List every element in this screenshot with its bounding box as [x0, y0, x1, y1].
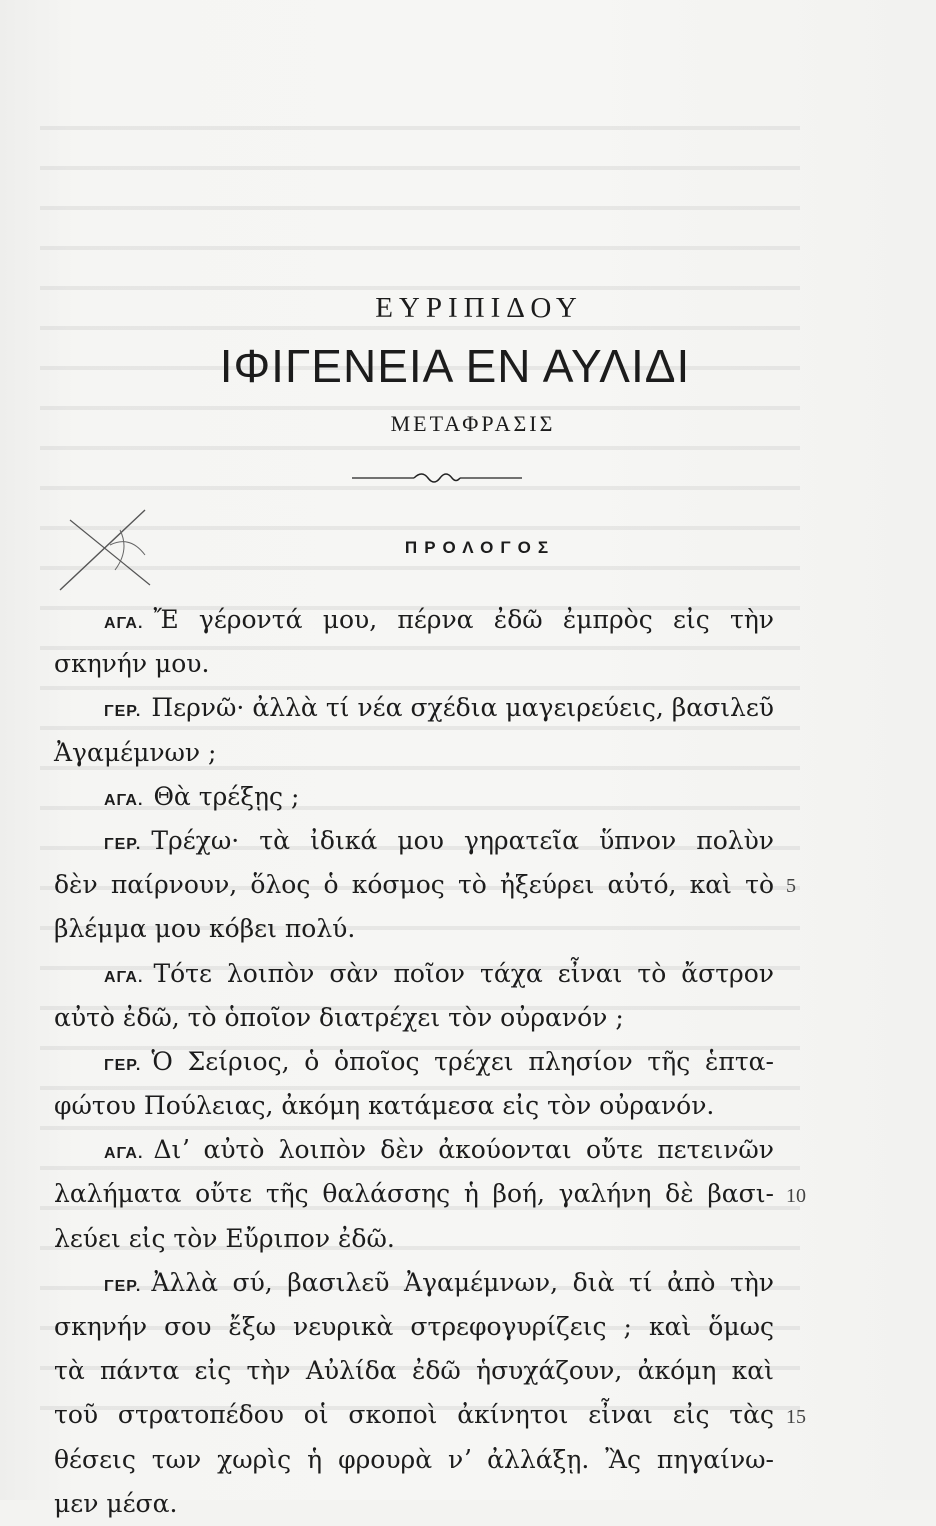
line-text: Διʼ αὐτὸ λοιπὸν δὲν ἀκούονται οὔτε πετεινῶν [153, 1135, 774, 1165]
text-line [54, 642, 774, 686]
text-line [54, 863, 774, 907]
text-line [54, 1172, 774, 1216]
speaker-label: ΑΓΑ. [104, 615, 144, 632]
text-line [54, 731, 774, 775]
line-text: θέσεις των χωρὶς ἡ φρουρὰ νʼ ἀλλάξῃ. Ἂς πηγαίνω- [54, 1444, 774, 1474]
line-text: Ὁ Σείριος, ὁ ὁποῖος τρέχει πλησίον τῆς ἑπτα- [151, 1046, 774, 1076]
text-line [54, 1040, 774, 1084]
text-line [54, 598, 774, 642]
line-text: Ἔ γέροντά μου, πέρνα ἐδῶ ἐμπρὸς εἰς τὴν [153, 605, 774, 634]
text-line [54, 1393, 774, 1437]
speaker-label: ΓΕΡ. [104, 703, 142, 721]
line-text: βλέμμα μου κόβει πολύ. [54, 914, 356, 944]
line-text: Τρέχω· τὰ ἰδικά μου γηρατεῖα ὕπνον πολὺν [151, 825, 774, 855]
text-line [54, 907, 774, 951]
margin-line-number: 10 [786, 1184, 806, 1207]
speaker-label: ΓΕΡ. [104, 835, 142, 853]
line-text: αὐτὸ ἐδῶ, τὸ ὁποῖον διατρέχει τὸν οὐρανόν ; [54, 1002, 624, 1032]
line-text: φώτου Πούλειας, ἀκόμη κατάμεσα εἰς τὸν οὐρανόν. [54, 1091, 715, 1121]
text-line [54, 1261, 774, 1305]
line-text: Θὰ τρέξῃς ; [153, 781, 300, 811]
line-text: Ἀλλὰ σύ, βασιλεῦ Ἀγαμέμνων, διὰ τί ἀπὸ τὴν [151, 1267, 774, 1297]
line-text: σκηνήν σου ἔξω νευρικὰ στρεφογυρίζεις ; καὶ ὅμως [54, 1312, 774, 1341]
speaker-label: ΑΓΑ. [104, 968, 144, 986]
line-text: τοῦ στρατοπέδου οἱ σκοποὶ ἀκίνητοι εἶναι εἰς τὰς [54, 1400, 774, 1430]
speaker-label: ΓΕΡ. [104, 1277, 142, 1295]
line-text: μεν μέσα. [54, 1488, 178, 1518]
ornament-divider-icon [352, 470, 522, 486]
speaker-label: ΓΕΡ. [104, 1056, 142, 1074]
dialogue-text [54, 598, 774, 1526]
text-line [54, 1305, 774, 1349]
margin-line-number: 5 [786, 875, 796, 898]
title-block [0, 292, 936, 437]
text-line [54, 1128, 774, 1172]
margin-line-number: 15 [786, 1405, 806, 1428]
text-line [54, 1482, 774, 1526]
line-text: Περνῶ· ἀλλὰ τί νέα σχέδια μαγειρεύεις, βασιλεῦ [151, 693, 774, 723]
text-line [54, 1217, 774, 1261]
line-text: λεύει εἰς τὸν Εὔριπον ἐδῶ. [54, 1223, 395, 1253]
text-line [54, 1438, 774, 1482]
line-text: τὰ πάντα εἰς τὴν Αὐλίδα ἐδῶ ἡσυχάζουν, ἀκόμη καὶ [54, 1356, 774, 1386]
speaker-label: ΑΓΑ. [104, 791, 144, 809]
text-line [54, 775, 774, 819]
line-text: Ἀγαμέμνων ; [54, 737, 217, 767]
text-line [54, 686, 774, 730]
text-line [54, 996, 774, 1040]
section-heading: ΠΡΟΛΟΓΟΣ [404, 538, 556, 557]
speaker-label: ΑΓΑ. [104, 1145, 144, 1163]
author-heading: ΕΥΡΙΠΙΔΟΥ [375, 292, 583, 324]
line-text: Τότε λοιπὸν σὰν ποῖον τάχα εἶναι τὸ ἄστρον [153, 958, 774, 988]
line-text: λαλήματα οὔτε τῆς θαλάσσης ἡ βοή, γαλήνη δὲ βασι- [54, 1179, 774, 1209]
text-line [54, 819, 774, 863]
subtitle: ΜΕΤΑΦΡΑΣΙΣ [390, 411, 556, 436]
play-title: ΙΦΙΓΕΝΕΙΑ ΕΝ ΑΥΛΙΔΙ [219, 340, 691, 392]
line-text: σκηνήν μου. [54, 649, 210, 679]
line-text: δὲν παίρνουν, ὅλος ὁ κόσμος τὸ ἠξεύρει αὐτό, καὶ τὸ [54, 870, 774, 900]
text-line [54, 952, 774, 996]
text-line [54, 1349, 774, 1393]
text-line [54, 1084, 774, 1128]
